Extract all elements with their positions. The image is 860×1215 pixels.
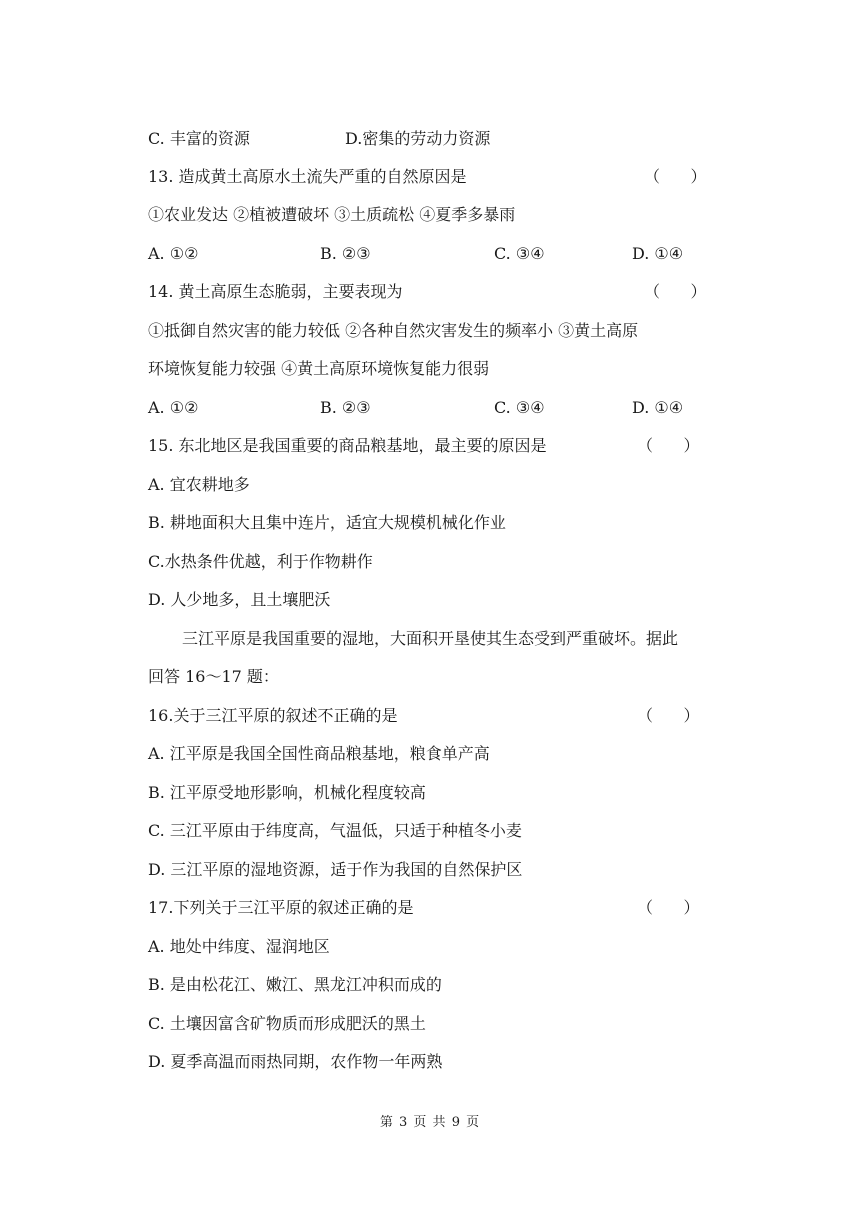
option-d: D. ①④: [632, 398, 684, 417]
question-16: 16.关于三江平原的叙述不正确的是: [148, 706, 398, 725]
q17-option-c: C. 土壤因富含矿物质而形成肥沃的黑土: [148, 1014, 426, 1033]
option-b: B. ②③: [320, 244, 371, 263]
q16-option-d: D. 三江平原的湿地资源，适于作为我国的自然保护区: [148, 860, 523, 879]
option-c: C. 丰富的资源: [148, 129, 250, 148]
answer-blank-15: （ ）: [637, 436, 700, 455]
option-b: B. ②③: [320, 398, 371, 417]
q15-option-b: B. 耕地面积大且集中连片，适宜大规模机械化作业: [148, 513, 506, 532]
answer-blank-17: （ ）: [637, 898, 700, 917]
option-d: D. ①④: [632, 244, 684, 263]
q14-statements-line1: ①抵御自然灾害的能力较低 ②各种自然灾害发生的频率小 ③黄土高原: [148, 321, 639, 340]
q16-option-b: B. 江平原受地形影响，机械化程度较高: [148, 783, 426, 802]
passage-line2: 回答 16～17 题：: [148, 667, 279, 686]
q16-option-a: A. 江平原是我国全国性商品粮基地，粮食单产高: [148, 744, 490, 763]
q16-option-c: C. 三江平原由于纬度高，气温低，只适于种植冬小麦: [148, 821, 522, 840]
q17-option-d: D. 夏季高温而雨热同期，农作物一年两熟: [148, 1052, 443, 1071]
option-a: A. ①②: [148, 244, 199, 263]
question-15: 15. 东北地区是我国重要的商品粮基地，最主要的原因是: [148, 436, 547, 455]
passage-line1: 三江平原是我国重要的湿地，大面积开垦使其生态受到严重破坏。据此: [182, 629, 679, 648]
q15-option-a: A. 宜农耕地多: [148, 475, 250, 494]
q14-statements-line2: 环境恢复能力较强 ④黄土高原环境恢复能力很弱: [148, 359, 490, 378]
q15-option-d: D. 人少地多，且土壤肥沃: [148, 590, 331, 609]
answer-blank-13: （ ）: [644, 167, 707, 186]
option-a: A. ①②: [148, 398, 199, 417]
option-c: C. ③④: [494, 244, 545, 263]
question-13: 13. 造成黄土高原水土流失严重的自然原因是: [148, 167, 467, 186]
question-17: 17.下列关于三江平原的叙述正确的是: [148, 898, 414, 917]
option-d: D.密集的劳动力资源: [345, 129, 491, 148]
question-14: 14. 黄土高原生态脆弱，主要表现为: [148, 282, 403, 301]
q15-option-c: C.水热条件优越，利于作物耕作: [148, 552, 373, 571]
q17-option-b: B. 是由松花江、嫩江、黑龙江冲积而成的: [148, 975, 442, 994]
answer-blank-14: （ ）: [644, 282, 707, 301]
q13-statements: ①农业发达 ②植被遭破坏 ③土质疏松 ④夏季多暴雨: [148, 205, 516, 224]
q17-option-a: A. 地处中纬度、湿润地区: [148, 937, 330, 956]
option-c: C. ③④: [494, 398, 545, 417]
page-footer: 第 3 页 共 9 页: [379, 1115, 481, 1130]
answer-blank-16: （ ）: [637, 706, 700, 725]
